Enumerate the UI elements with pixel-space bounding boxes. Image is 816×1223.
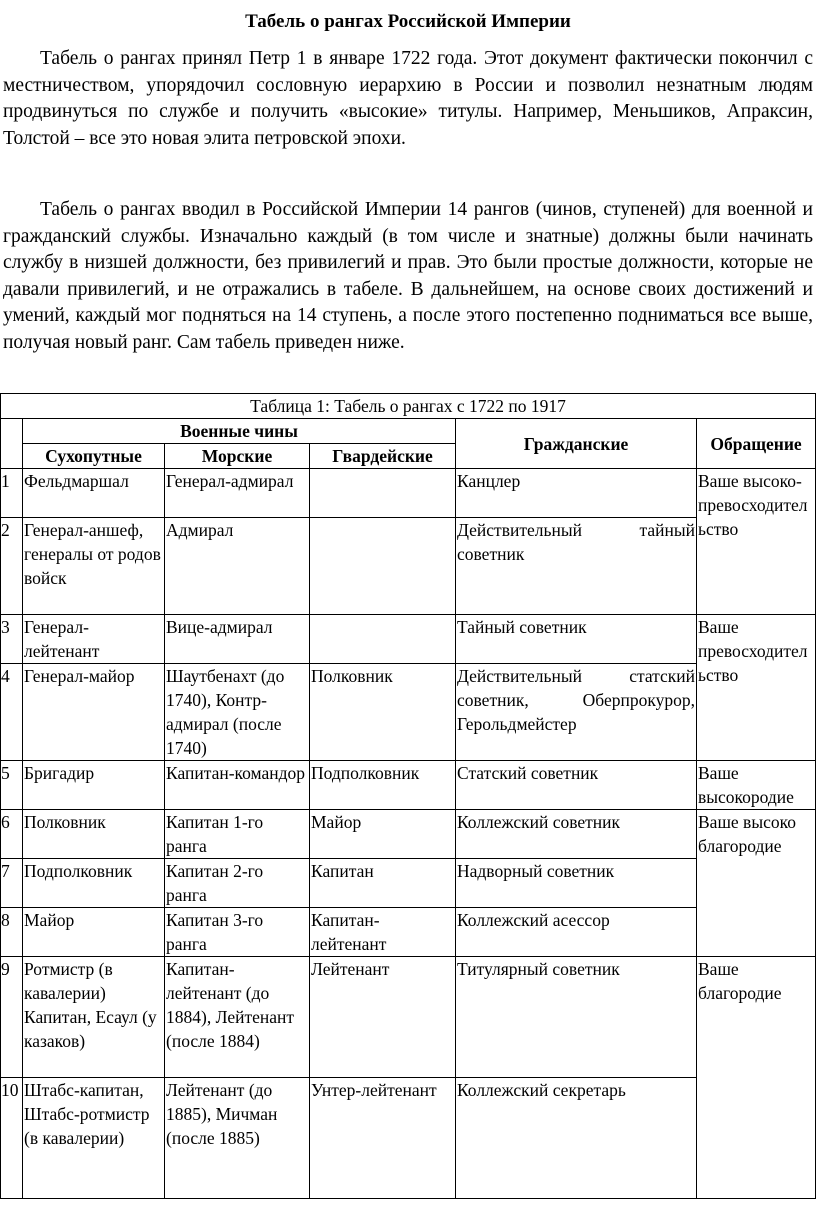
address-cell: Ваше благородие bbox=[697, 957, 816, 1199]
table-row bbox=[1, 1078, 816, 1199]
address-cell: Ваше высоко-превосходительство bbox=[697, 469, 816, 615]
guards-rank bbox=[310, 469, 456, 518]
guards-rank: Майор bbox=[310, 810, 456, 859]
table-row bbox=[1, 761, 816, 810]
table-row bbox=[1, 957, 816, 1078]
naval-rank: Шаутбенахт (до 1740), Контр-адмирал (после 1740) bbox=[165, 664, 310, 761]
civil-rank: Коллежский советник bbox=[456, 810, 697, 859]
guards-rank: Капитан-лейтенант bbox=[310, 908, 456, 957]
guards-rank: Лейтенант bbox=[310, 957, 456, 1078]
naval-rank: Вице-адмирал bbox=[165, 615, 310, 664]
civil-rank: Тайный советник bbox=[456, 615, 697, 664]
naval-rank: Капитан 1-го ранга bbox=[165, 810, 310, 859]
document-title: Табель о рангах Российской Империи bbox=[245, 11, 571, 32]
guards-rank bbox=[310, 518, 456, 615]
table-row bbox=[1, 615, 816, 664]
rank-number: 7 bbox=[1, 859, 23, 908]
rank-number: 10 bbox=[1, 1078, 23, 1199]
address-cell: Ваше высоко благородие bbox=[697, 810, 816, 957]
rank-number: 9 bbox=[1, 957, 23, 1078]
table-row bbox=[1, 469, 816, 518]
civil-rank: Коллежский секретарь bbox=[456, 1078, 697, 1199]
land-rank: Фельдмаршал bbox=[23, 469, 165, 518]
description-paragraph: Табель о рангах вводил в Российской Империи 14 рангов (чинов, ступеней) для военной и гражданский службы. Изначально каждый (в том числе и знатные) должны были начинать службу в низшей должности, без привилегий и прав. Это были простые должности, которые не давали привилегий, и не отражались в табеле. В дальнейшем, на основе своих достижений и умений, каждый мог подняться на 14 ступень, а после этого постепенно подниматься все выше, получая новый ранг. Сам табель приведен ниже. bbox=[3, 199, 813, 353]
ranks-table bbox=[0, 393, 816, 1199]
table-caption: Таблица 1: Табель о рангах с 1722 по 1917 bbox=[1, 394, 816, 419]
header-civil: Гражданские bbox=[456, 419, 697, 469]
land-rank: Штабс-капитан, Штабс-ротмистр (в кавалерии) bbox=[23, 1078, 165, 1199]
naval-rank: Капитан-лейтенант (до 1884), Лейтенант (после 1884) bbox=[165, 957, 310, 1078]
guards-rank: Унтер-лейтенант bbox=[310, 1078, 456, 1199]
address-cell: Ваше высокородие bbox=[697, 761, 816, 810]
civil-rank: Титулярный советник bbox=[456, 957, 697, 1078]
header-naval: Морские bbox=[165, 444, 310, 469]
civil-rank: Действительный статский советник, Оберпрокурор, Герольдмейстер bbox=[456, 664, 697, 761]
guards-rank: Подполковник bbox=[310, 761, 456, 810]
table-row bbox=[1, 908, 816, 957]
header-corner bbox=[1, 419, 23, 469]
naval-rank: Капитан 2-го ранга bbox=[165, 859, 310, 908]
header-land: Сухопутные bbox=[23, 444, 165, 469]
rank-number: 1 bbox=[1, 469, 23, 518]
rank-number: 3 bbox=[1, 615, 23, 664]
civil-rank: Статский советник bbox=[456, 761, 697, 810]
intro-paragraph: Табель о рангах принял Петр 1 в январе 1722 года. Этот документ фактически покончил с местничеством, упорядочил сословную иерархию в России и позволил незнатным людям продвинуться по службе и получить «высокие» титулы. Например, Меньшиков, Апраксин, Толстой – все это новая элита петровской эпохи. bbox=[3, 48, 813, 149]
civil-rank: Действительный тайный советник bbox=[456, 518, 697, 615]
header-address: Обращение bbox=[697, 419, 816, 469]
civil-rank: Коллежский асессор bbox=[456, 908, 697, 957]
land-rank: Генерал-майор bbox=[23, 664, 165, 761]
guards-rank: Полковник bbox=[310, 664, 456, 761]
land-rank: Полковник bbox=[23, 810, 165, 859]
table-row bbox=[1, 859, 816, 908]
civil-rank: Канцлер bbox=[456, 469, 697, 518]
land-rank: Ротмистр (в кавалерии) Капитан, Есаул (у казаков) bbox=[23, 957, 165, 1078]
naval-rank: Капитан-командор bbox=[165, 761, 310, 810]
land-rank: Генерал-лейтенант bbox=[23, 615, 165, 664]
civil-rank: Надворный советник bbox=[456, 859, 697, 908]
guards-rank bbox=[310, 615, 456, 664]
naval-rank: Лейтенант (до 1885), Мичман (после 1885) bbox=[165, 1078, 310, 1199]
naval-rank: Адмирал bbox=[165, 518, 310, 615]
guards-rank: Капитан bbox=[310, 859, 456, 908]
rank-number: 4 bbox=[1, 664, 23, 761]
table-row bbox=[1, 518, 816, 615]
naval-rank: Генерал-адмирал bbox=[165, 469, 310, 518]
rank-number: 2 bbox=[1, 518, 23, 615]
land-rank: Генерал-аншеф, генералы от родов войск bbox=[23, 518, 165, 615]
land-rank: Бригадир bbox=[23, 761, 165, 810]
rank-number: 8 bbox=[1, 908, 23, 957]
rank-number: 6 bbox=[1, 810, 23, 859]
header-guards: Гвардейские bbox=[310, 444, 456, 469]
land-rank: Майор bbox=[23, 908, 165, 957]
header-military: Военные чины bbox=[23, 419, 456, 444]
table-row bbox=[1, 664, 816, 761]
address-cell: Ваше превосходительство bbox=[697, 615, 816, 761]
rank-number: 5 bbox=[1, 761, 23, 810]
naval-rank: Капитан 3-го ранга bbox=[165, 908, 310, 957]
land-rank: Подполковник bbox=[23, 859, 165, 908]
table-row bbox=[1, 810, 816, 859]
